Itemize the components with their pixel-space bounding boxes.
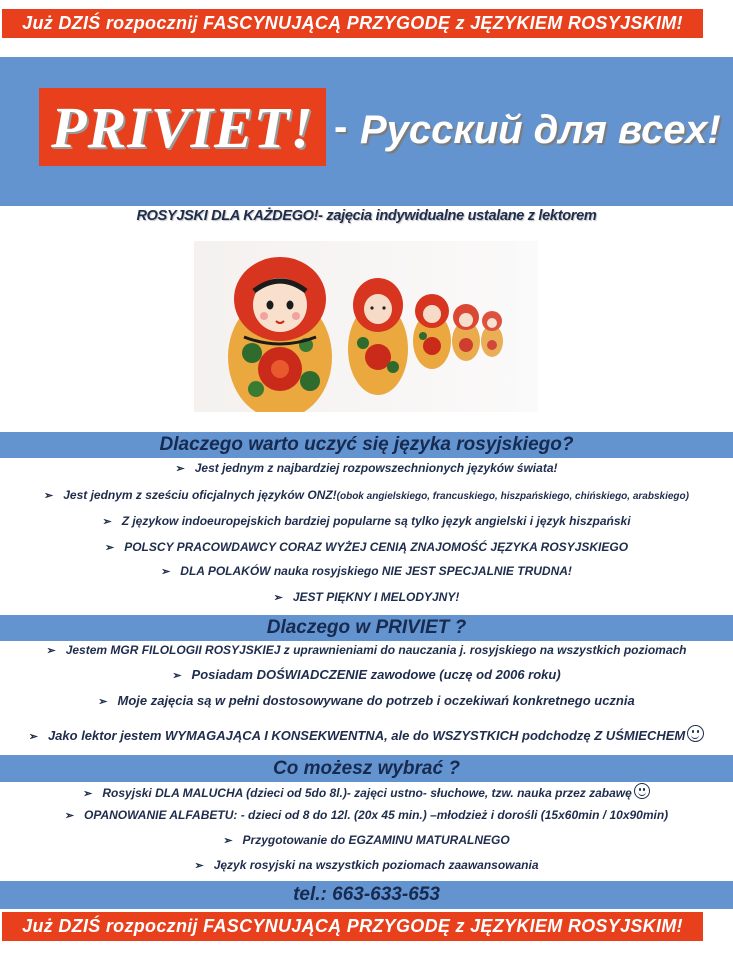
doll-3 (413, 294, 451, 369)
why-priviet-item: ➢ Posiadam DOŚWIADCZENIE zawodowe (uczę od 2006 roku) (172, 667, 561, 682)
russian-slogan: Русский для всех! (360, 108, 721, 152)
why-learn-item: ➢ Jest jednym z sześciu oficjalnych języków ONZ!(obok angielskiego, francuskiego, hiszpańskiego, chińskiego, arabskiego) (44, 488, 689, 502)
why-priviet-item: ➢ Jestem MGR FILOLOGII ROSYJSKIEJ z uprawnieniami do nauczania j. rosyjskiego na wszystkich poziomach (46, 643, 687, 657)
why-learn-item: ➢ POLSCY PRACOWDAWCY CORAZ WYŻEJ CENIĄ ZNAJOMOŚĆ JĘZYKA ROSYJSKIEGO (104, 540, 629, 554)
why-learn-item: ➢ Jest jednym z najbardziej rozpowszechnionych języków świata! (175, 461, 558, 475)
arrow-bullet-icon: ➢ (46, 645, 56, 657)
top-banner: Już DZIŚ rozpocznij FASCYNUJĄCĄ PRZYGODĘ z JĘZYKIEM ROSYJSKIM! (2, 9, 703, 38)
why-learn-heading: Dlaczego warto uczyć się języka rosyjskiego? (0, 432, 733, 458)
smiley-icon (634, 783, 650, 799)
options-heading: Co możesz wybrać ? (0, 755, 733, 782)
why-priviet-item: ➢ Moje zajęcia są w pełni dostosowywane do potrzeb i oczekiwań konkretnego ucznia (98, 693, 635, 708)
option-item: ➢ OPANOWANIE ALFABETU: - dzieci od 8 do 12l. (20x 45 min.) –młodzież i dorośli (15x60min / 10x90min) (64, 808, 669, 822)
arrow-bullet-icon: ➢ (102, 516, 112, 528)
option-item: ➢ Rosyjski DLA MALUCHA (dzieci od 5do 8l.)- zajęci ustno- słuchowe, tzw. nauka przez zabawę (0, 783, 733, 800)
doll-4 (452, 304, 480, 361)
arrow-bullet-icon: ➢ (223, 835, 233, 847)
logo-text: PRIVIET! (51, 94, 314, 160)
smiley-icon (687, 725, 704, 742)
arrow-bullet-icon: ➢ (98, 696, 108, 708)
doll-5 (481, 311, 503, 357)
arrow-bullet-icon: ➢ (172, 670, 182, 682)
header-dash: - (334, 105, 348, 149)
why-priviet-heading: Dlaczego w PRIVIET ? (0, 615, 733, 641)
option-item: ➢ Język rosyjski na wszystkich poziomach zaawansowania (194, 858, 539, 872)
option-item: ➢ Przygotowanie do EGZAMINU MATURALNEGO (223, 833, 510, 847)
doll-2 (348, 278, 408, 395)
arrow-bullet-icon: ➢ (44, 490, 54, 502)
logo-box (39, 88, 326, 166)
arrow-bullet-icon: ➢ (104, 542, 115, 554)
why-learn-item: ➢ DLA POLAKÓW nauka rosyjskiego NIE JEST SPECJALNIE TRUDNA! (161, 564, 572, 578)
header (0, 57, 733, 206)
arrow-bullet-icon: ➢ (175, 463, 185, 475)
arrow-bullet-icon: ➢ (194, 860, 204, 872)
arrow-bullet-icon: ➢ (83, 788, 93, 800)
matryoshka-dolls-image (194, 241, 538, 412)
why-learn-item: ➢ Z językow indoeuropejskich bardziej popularne są tylko język angielski i język hiszpański (102, 514, 631, 528)
bottom-banner: Już DZIŚ rozpocznij FASCYNUJĄCĄ PRZYGODĘ z JĘZYKIEM ROSYJSKIM! (2, 912, 703, 941)
phone-number[interactable]: tel.: 663-633-653 (0, 881, 733, 909)
doll-1 (228, 257, 332, 412)
arrow-bullet-icon: ➢ (28, 731, 38, 743)
arrow-bullet-icon: ➢ (273, 592, 283, 604)
why-learn-item: ➢ JEST PIĘKNY I MELODYJNY! (273, 590, 460, 604)
arrow-bullet-icon: ➢ (161, 566, 171, 578)
subtitle: ROSYJSKI DLA KAŻDEGO!- zajęcia indywidualne ustalane z lektorem (136, 208, 597, 224)
arrow-bullet-icon: ➢ (64, 810, 75, 822)
matryoshka-photo (194, 241, 538, 412)
why-priviet-item: ➢ Jako lektor jestem WYMAGAJĄCA I KONSEKWENTNA, ale do WSZYSTKICH podchodzę Z UŚMIECHEM (0, 725, 733, 743)
